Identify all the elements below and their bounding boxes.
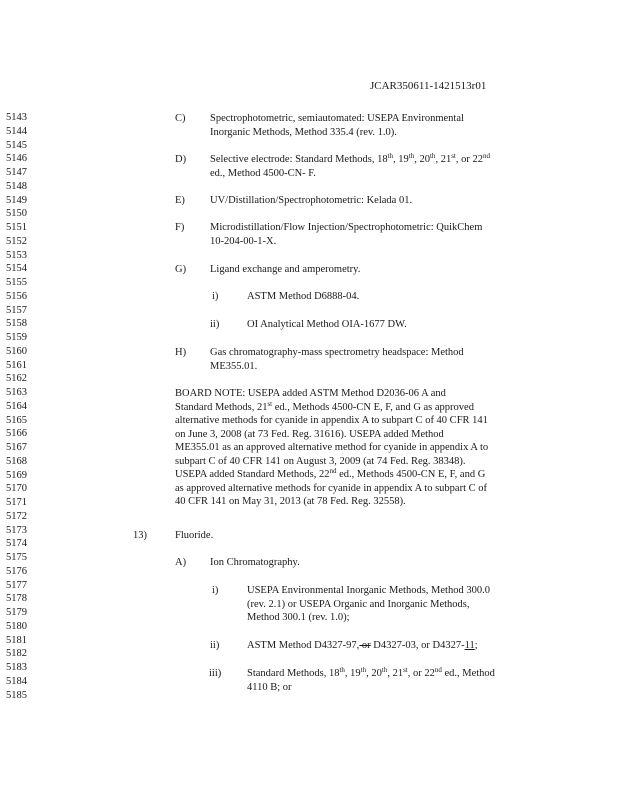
line-number: 5158	[6, 318, 27, 330]
line-number: 5180	[6, 620, 27, 632]
line-number: 5182	[6, 648, 27, 660]
item-g-i-label: i)	[212, 291, 219, 302]
line-number: 5173	[6, 524, 27, 536]
line-number: 5149	[6, 194, 27, 206]
item-h-text: Gas chromatography-mass spectrometry headspace: Method ME355.01.	[210, 347, 464, 372]
line-number: 5153	[6, 249, 27, 261]
line-number: 5145	[6, 139, 27, 151]
line-number: 5178	[6, 593, 27, 605]
line-number: 5172	[6, 510, 27, 522]
line-number: 5167	[6, 442, 27, 453]
line-number: 5171	[6, 497, 27, 508]
document-header-id: JCAR350611-1421513r01	[370, 80, 487, 92]
line-number: 5151	[6, 222, 27, 233]
line-number: 5147	[6, 167, 27, 178]
fluoride-a-ii-label: ii)	[210, 640, 220, 651]
line-number: 5170	[6, 483, 27, 495]
line-number: 5183	[6, 662, 27, 673]
line-number: 5175	[6, 552, 27, 563]
item-h-label: H)	[175, 347, 187, 358]
item-f-text: Microdistillation/Flow Injection/Spectrophotometric: QuikChem 10-204-00-1-X.	[210, 222, 483, 247]
item-f-label: F)	[175, 222, 185, 233]
line-number: 5156	[6, 290, 27, 302]
line-number: 5160	[6, 345, 27, 357]
board-note: BOARD NOTE: USEPA added ASTM Method D2036-06 A and Standard Methods, 21st ed., Methods 4500-CN E, F, and G as approved alternative methods for cyanide in appendix A to subpart C of 40 CFR 141 on June 3, 2008 (at 73 Fed. Reg. 31616). USEPA added Method ME355.01 as an approved alternative method for cyanide in appendix A to subpart C of 40 CFR 141 on August 3, 2009 (at 74 Fed. Reg. 38348). USEPA added Standard Methods, 22nd ed., Methods 4500-CN E, F, and G as approved alternative methods for cyanide in appendix A to subpart C of 40 CFR 141 on May 31, 2013 (at 78 Fed. Reg. 32558).	[175, 388, 489, 507]
line-number: 5177	[6, 579, 27, 591]
item-c-label: C)	[175, 113, 186, 124]
line-number: 5161	[6, 359, 27, 371]
line-number: 5163	[6, 387, 27, 398]
line-number: 5164	[6, 400, 27, 412]
section-13-title: Fluoride.	[175, 530, 214, 541]
line-number: 5155	[6, 277, 27, 288]
item-g-i-text: ASTM Method D6888-04.	[247, 291, 360, 302]
line-number: 5166	[6, 428, 27, 440]
item-d-label: D)	[175, 154, 187, 165]
fluoride-a-i-label: i)	[212, 585, 219, 596]
item-e-label: E)	[175, 195, 185, 206]
line-number: 5165	[6, 414, 27, 426]
line-number: 5176	[6, 565, 27, 577]
line-number: 5157	[6, 304, 27, 316]
line-number: 5174	[6, 538, 27, 550]
section-13-number: 13)	[133, 530, 147, 541]
fluoride-a-iii-label: iii)	[209, 668, 222, 679]
fluoride-a-ii-text: ASTM Method D4327-97, or D4327-03, or D4327-11;	[247, 640, 478, 651]
line-number: 5144	[6, 125, 27, 137]
line-number: 5185	[6, 689, 27, 701]
line-number: 5169	[6, 469, 27, 481]
item-g-label: G)	[175, 264, 187, 275]
item-g-text: Ligand exchange and amperometry.	[210, 264, 361, 275]
line-number: 5150	[6, 208, 27, 220]
line-number: 5152	[6, 235, 27, 247]
fluoride-a-label: A)	[175, 557, 187, 568]
item-c-text: Spectrophotometric, semiautomated: USEPA Environmental Inorganic Methods, Method 335.4 (rev. 1.0).	[210, 113, 464, 138]
fluoride-a-title: Ion Chromatography.	[210, 557, 300, 568]
line-number: 5159	[6, 332, 27, 343]
item-d-text: Selective electrode: Standard Methods, 18th, 19th, 20th, 21st, or 22nd ed., Method 4500-CN- F.	[210, 152, 490, 179]
line-number: 5181	[6, 634, 27, 646]
line-number: 5146	[6, 153, 27, 165]
fluoride-a-i-text: USEPA Environmental Inorganic Methods, Method 300.0 (rev. 2.1) or USEPA Organic and Inorganic Methods, Method 300.1 (rev. 1.0);	[247, 585, 490, 623]
line-number: 5184	[6, 675, 27, 687]
line-number: 5143	[6, 112, 27, 123]
line-number: 5168	[6, 455, 27, 467]
line-number: 5179	[6, 607, 27, 618]
item-g-ii-label: ii)	[210, 319, 220, 330]
fluoride-a-iii-text: Standard Methods, 18th, 19th, 20th, 21st, or 22nd ed., Method 4110 B; or	[247, 666, 495, 693]
item-e-text: UV/Distillation/Spectrophotometric: Kelada 01.	[210, 195, 413, 206]
line-number: 5162	[6, 373, 27, 385]
line-number: 5148	[6, 180, 27, 192]
item-g-ii-text: OI Analytical Method OIA-1677 DW.	[247, 319, 407, 330]
line-number: 5154	[6, 263, 27, 275]
